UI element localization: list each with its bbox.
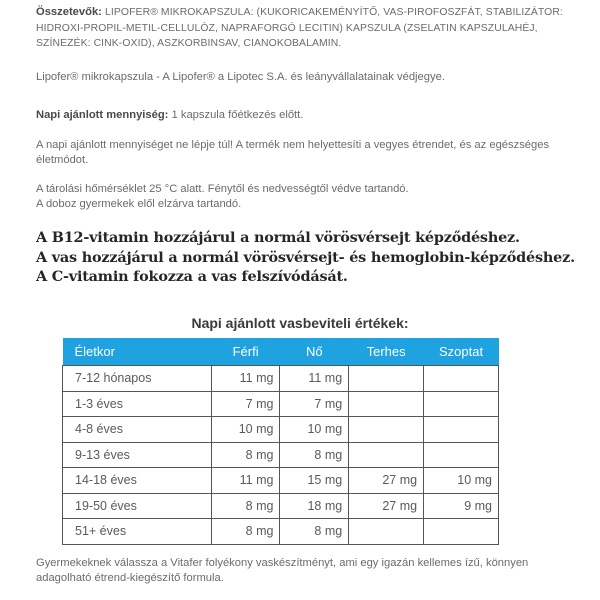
table-row bbox=[63, 519, 499, 545]
claim-b12: A B12-vitamin hozzájárul a normál vörösvérsejt képződéshez. bbox=[36, 229, 520, 246]
ingredients-text: LIPOFER® MIKROKAPSZULA: (KUKORICAKEMÉNYÍTŐ, VAS-PIROFOSZFÁT, STABILIZÁTOR: HIDROXI-PROPIL-METIL-CELLULÓZ, NAPRAFORGÓ LECITIN) KAPSZULA (ZSELATIN KAPSZULAHÉJ, SZÍNEZÉK: CINK-OXID), ASZKORBINSAV, CIANOKOBALAMIN. bbox=[36, 7, 563, 49]
cell-female: 7 mg bbox=[280, 391, 349, 417]
cell-nursing: 10 mg bbox=[424, 468, 499, 494]
cell-female: 18 mg bbox=[280, 493, 349, 519]
cell-age: 4-8 éves bbox=[63, 417, 212, 443]
cell-nursing bbox=[424, 442, 499, 468]
cell-pregnant: 27 mg bbox=[349, 493, 424, 519]
dosage-text: 1 kapszula főétkezés előtt. bbox=[171, 109, 304, 121]
table-header-row bbox=[63, 338, 499, 366]
cell-nursing bbox=[424, 519, 499, 545]
cell-pregnant bbox=[349, 442, 424, 468]
cell-female: 10 mg bbox=[280, 417, 349, 443]
cell-age: 7-12 hónapos bbox=[63, 366, 212, 392]
cell-age: 19-50 éves bbox=[63, 493, 212, 519]
header-pregnant: Terhes bbox=[349, 338, 424, 366]
cell-male: 10 mg bbox=[211, 417, 280, 443]
header-nursing: Szoptat bbox=[424, 338, 499, 366]
table-row bbox=[63, 442, 499, 468]
cell-age: 51+ éves bbox=[63, 519, 212, 545]
cell-female: 15 mg bbox=[280, 468, 349, 494]
cell-pregnant bbox=[349, 366, 424, 392]
cell-pregnant bbox=[349, 391, 424, 417]
claim-vitamin-c: A C-vitamin fokozza a vas felszívódását. bbox=[36, 268, 348, 285]
dosage-warning: A napi ajánlott mennyiséget ne lépje túl! A termék nem helyettesíti a vegyes étrendet, és az egészséges életmódot. bbox=[36, 139, 550, 166]
cell-female: 8 mg bbox=[280, 442, 349, 468]
cell-female: 11 mg bbox=[280, 366, 349, 392]
cell-nursing bbox=[424, 417, 499, 443]
dosage-label: Napi ajánlott mennyiség: bbox=[36, 109, 169, 121]
table-row bbox=[63, 493, 499, 519]
table-row bbox=[63, 391, 499, 417]
cell-nursing bbox=[424, 366, 499, 392]
cell-male: 8 mg bbox=[211, 519, 280, 545]
storage-instructions bbox=[36, 182, 576, 211]
ingredients-paragraph bbox=[36, 5, 576, 52]
iron-intake-table bbox=[62, 338, 499, 545]
cell-age: 1-3 éves bbox=[63, 391, 212, 417]
footer-recommendation: Gyermekeknek válassza a Vitafer folyékony vaskészítményt, ami egy igazán kellemes ízű, könnyen adagolható étrend-kiegészítő formula. bbox=[36, 557, 529, 584]
health-claims bbox=[36, 228, 586, 287]
cell-male: 8 mg bbox=[211, 493, 280, 519]
table-row bbox=[63, 366, 499, 392]
table-title: Napi ajánlott vasbeviteli értékek: bbox=[191, 315, 409, 331]
cell-pregnant bbox=[349, 519, 424, 545]
table-row bbox=[63, 468, 499, 494]
cell-female: 8 mg bbox=[280, 519, 349, 545]
ingredients-label: Összetevők: bbox=[36, 6, 102, 18]
header-female: Nő bbox=[280, 338, 349, 366]
trademark-note: Lipofer® mikrokapszula - A Lipofer® a Lipotec S.A. és leányvállalatainak védjegye. bbox=[36, 71, 445, 83]
cell-pregnant: 27 mg bbox=[349, 468, 424, 494]
cell-nursing bbox=[424, 391, 499, 417]
cell-male: 7 mg bbox=[211, 391, 280, 417]
table-row bbox=[63, 417, 499, 443]
header-male: Férfi bbox=[211, 338, 280, 366]
cell-pregnant bbox=[349, 417, 424, 443]
cell-age: 14-18 éves bbox=[63, 468, 212, 494]
storage-line-temperature: A tárolási hőmérséklet 25 °C alatt. Fénytől és nedvességtől védve tartandó. bbox=[36, 183, 409, 195]
cell-age: 9-13 éves bbox=[63, 442, 212, 468]
storage-line-children: A doboz gyermekek elől elzárva tartandó. bbox=[36, 197, 242, 210]
cell-nursing: 9 mg bbox=[424, 493, 499, 519]
dosage-paragraph bbox=[36, 108, 576, 123]
cell-male: 11 mg bbox=[211, 468, 280, 494]
header-age: Életkor bbox=[63, 338, 212, 366]
cell-male: 8 mg bbox=[211, 442, 280, 468]
cell-male: 11 mg bbox=[211, 366, 280, 392]
claim-iron: A vas hozzájárul a normál vörösvérsejt- és hemoglobin-képződéshez. bbox=[36, 248, 575, 266]
